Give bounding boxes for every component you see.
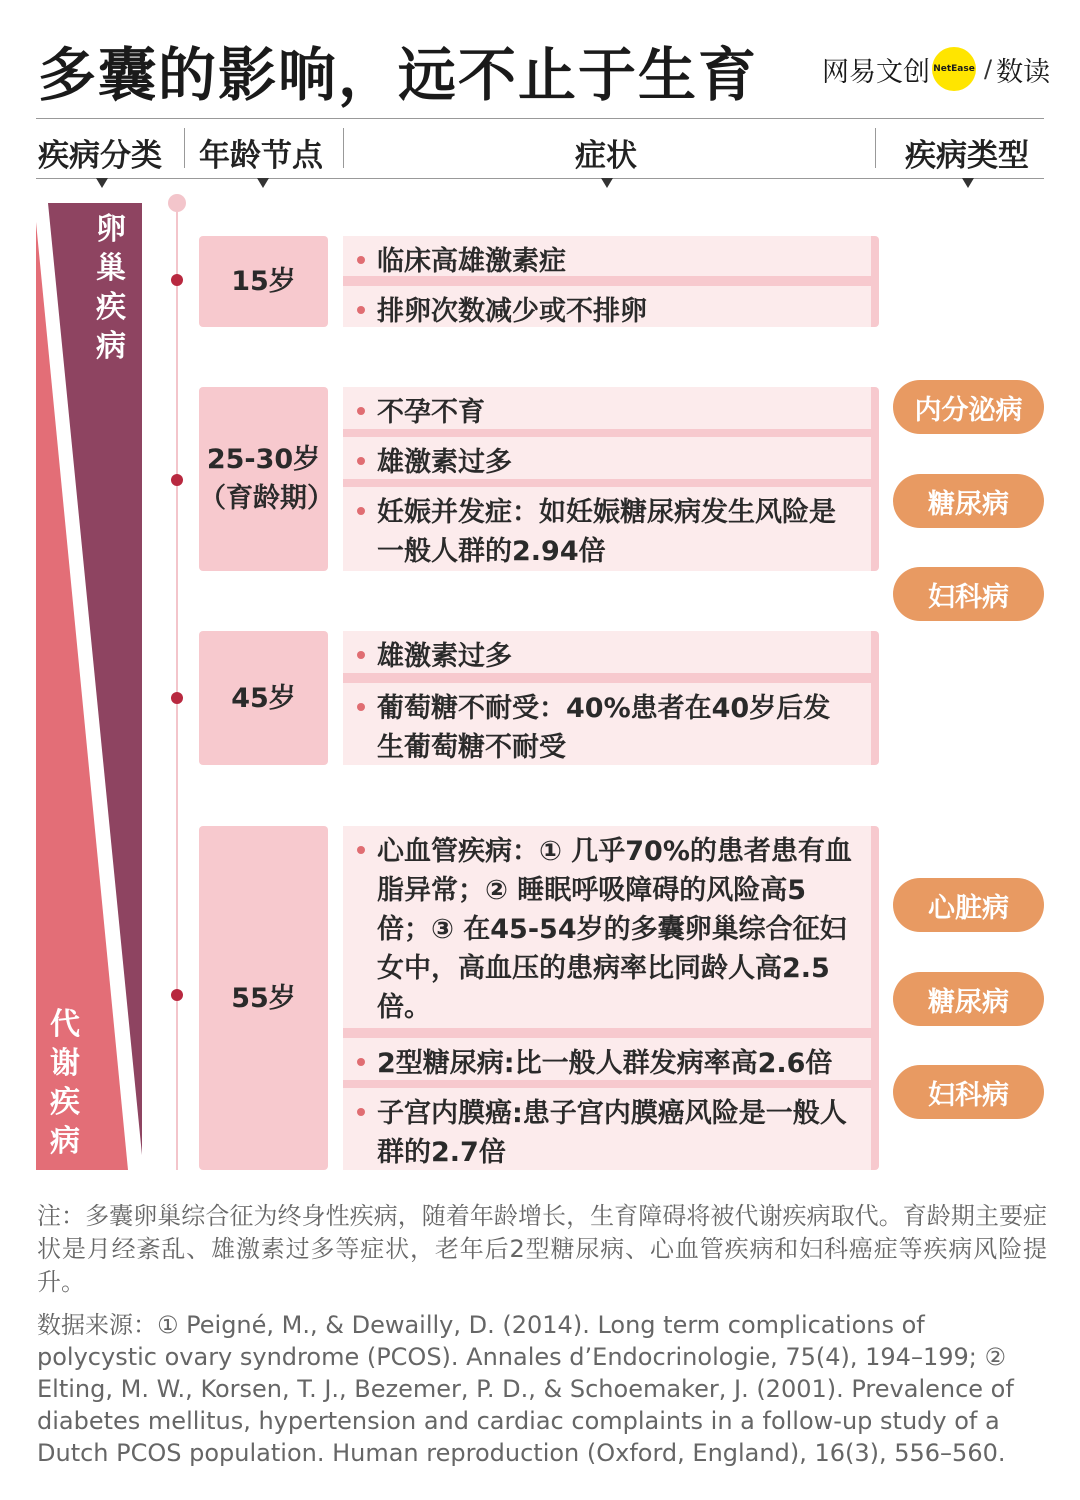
arrow-down-icon — [601, 178, 613, 188]
symptom-item: 2型糖尿病:比一般人群发病率高2.6倍 — [343, 1038, 871, 1080]
symptom-item: 子宫内膜癌:患子宫内膜癌风险是一般人群的2.7倍 — [343, 1088, 871, 1170]
header-separator — [184, 128, 185, 168]
disease-type-pill: 糖尿病 — [893, 972, 1044, 1026]
disease-type-pill: 妇科病 — [893, 567, 1044, 621]
header-symptom: 症状 — [575, 138, 637, 174]
age-label: 25-30岁 — [206, 444, 321, 475]
timeline-dot — [171, 989, 183, 1001]
symptom-item: 雄激素过多 — [343, 631, 871, 673]
symptom-item: 临床高雄激素症 — [343, 236, 871, 276]
symptom-group — [343, 387, 879, 571]
category-ovarian-label: 卵巢疾病 — [96, 212, 126, 364]
footnote: 注：多囊卵巢综合征为终身性疾病，随着年龄增长，生育障碍将被代谢疾病取代。育龄期主要症状是月经紊乱、雄激素过多等症状，老年后2型糖尿病、心血管疾病和妇科癌症等疾病风险提升。 — [37, 1202, 1047, 1296]
brand-name: 网易文创 — [822, 56, 930, 88]
age-sublabel: （育龄期） — [199, 483, 334, 514]
age-box-45 — [199, 631, 328, 765]
symptom-item: 雄激素过多 — [343, 437, 871, 479]
arrow-down-icon — [962, 178, 974, 188]
timeline-dot — [171, 274, 183, 286]
header-bottom-rule — [36, 178, 1044, 179]
brand-logo — [822, 44, 1050, 94]
age-label: 15岁 — [231, 266, 296, 297]
header-type: 疾病类型 — [905, 138, 1029, 174]
timeline-dot — [171, 692, 183, 704]
symptom-group — [343, 631, 879, 765]
category-metabolic-label: 代谢疾病 — [50, 1007, 80, 1159]
disease-type-pill: 妇科病 — [893, 1065, 1044, 1119]
symptom-item: 排卵次数减少或不排卵 — [343, 286, 871, 327]
symptom-group — [343, 826, 879, 1170]
header-separator — [875, 128, 876, 168]
age-box-55 — [199, 826, 328, 1170]
brand-slash: / — [984, 55, 993, 83]
age-label: 55岁 — [231, 982, 296, 1014]
timeline-line — [176, 204, 178, 1170]
symptom-group — [343, 236, 879, 327]
disease-type-pill: 糖尿病 — [893, 474, 1044, 528]
header-age: 年龄节点 — [199, 138, 323, 174]
brand-dot-icon: NetEase — [932, 47, 976, 91]
timeline-start-dot — [168, 194, 186, 212]
age-label: 45岁 — [231, 682, 296, 714]
age-box-15 — [199, 236, 328, 327]
brand-sub: 数读 — [996, 56, 1051, 88]
disease-type-pill: 内分泌病 — [893, 380, 1044, 434]
disease-type-pill: 心脏病 — [893, 878, 1044, 932]
symptom-item: 葡萄糖不耐受：40%患者在40岁后发生葡萄糖不耐受 — [343, 683, 871, 765]
header-top-rule — [36, 118, 1044, 119]
symptom-item: 不孕不育 — [343, 387, 871, 429]
timeline-dot — [171, 474, 183, 486]
data-source: 数据来源：① Peigné, M., & Dewailly, D. (2014). Long term complications of polycystic ovary syndrome (PCOS). Annales d’Endocrinologie, 75(4), 194–199; ② Elting, M. W., Korsen, T. J., Bezemer, P. D., & Schoemaker, J. (2001). Prevalence of diabetes mellitus, hypertension and cardiac complaints in a follow-up study of a Dutch PCOS population. Human reproduction (Oxford, England), 16(3), 556–560. — [37, 1311, 1014, 1467]
category-bars — [0, 0, 160, 1180]
symptom-item: 妊娠并发症：如妊娠糖尿病发生风险是一般人群的2.94倍 — [343, 487, 871, 571]
age-box-25-30 — [199, 387, 334, 571]
arrow-down-icon — [257, 178, 269, 188]
symptom-item: 心血管疾病：① 几乎70%的患者患有血脂异常；② 睡眠呼吸障碍的风险高5倍；③ 在45-54岁的多囊卵巢综合征妇女中，高血压的患病率比同龄人高2.5倍。 — [343, 826, 871, 1028]
header-separator — [343, 128, 344, 168]
page-title: 多囊的影响，远不止于生育 — [38, 41, 759, 109]
header-category: 疾病分类 — [38, 138, 162, 174]
